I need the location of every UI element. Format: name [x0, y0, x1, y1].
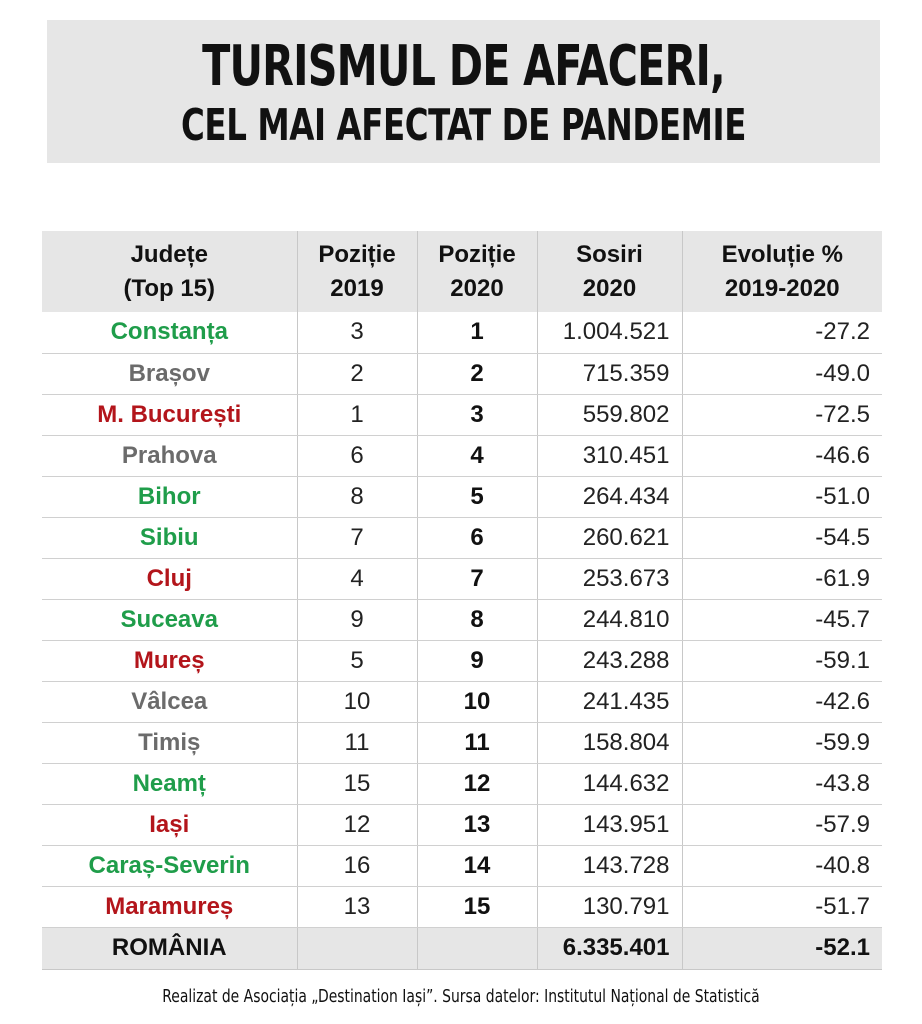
pozitie-2020: 9: [417, 640, 537, 681]
pozitie-2020: 10: [417, 681, 537, 722]
title-banner: [47, 20, 880, 163]
header-pozitie-2019-line1: Poziție: [318, 240, 396, 268]
page-title: TURISMUL DE AFACERI,: [202, 34, 725, 99]
sosiri-2020: 559.802: [537, 394, 682, 435]
pozitie-2019: 5: [297, 640, 417, 681]
table-row: [42, 722, 882, 763]
pozitie-2020: 5: [417, 476, 537, 517]
header-sosiri-2020: [537, 231, 682, 312]
pozitie-2019: 9: [297, 599, 417, 640]
sosiri-2020: 715.359: [537, 353, 682, 394]
evolutie-percent: -43.8: [682, 763, 882, 804]
pozitie-2020: 2: [417, 353, 537, 394]
header-evolutie: [682, 231, 882, 312]
sosiri-2020: 253.673: [537, 558, 682, 599]
header-evolutie-line2: 2019-2020: [724, 274, 840, 302]
evolutie-percent: -51.7: [682, 886, 882, 927]
table-row: [42, 394, 882, 435]
evolutie-percent: -72.5: [682, 394, 882, 435]
pozitie-2019: 13: [297, 886, 417, 927]
county-name: Iași: [42, 804, 297, 845]
table-row: [42, 312, 882, 353]
sosiri-2020: 310.451: [537, 435, 682, 476]
county-name: Timiș: [42, 722, 297, 763]
county-name: Maramureș: [42, 886, 297, 927]
county-name: Cluj: [42, 558, 297, 599]
evolutie-percent: -51.0: [682, 476, 882, 517]
pozitie-2020: 1: [417, 312, 537, 353]
header-evolutie-line1: Evoluție %: [721, 240, 843, 268]
table-row: [42, 640, 882, 681]
table-body: [42, 312, 882, 927]
header-pozitie-2019-line2: 2019: [330, 274, 384, 302]
pozitie-2019: 4: [297, 558, 417, 599]
sosiri-2020: 241.435: [537, 681, 682, 722]
total-pozitie-2020: [417, 927, 537, 969]
table-row: [42, 517, 882, 558]
sosiri-2020: 143.951: [537, 804, 682, 845]
pozitie-2020: 14: [417, 845, 537, 886]
sosiri-2020: 260.621: [537, 517, 682, 558]
pozitie-2020: 3: [417, 394, 537, 435]
sosiri-2020: 244.810: [537, 599, 682, 640]
evolutie-percent: -46.6: [682, 435, 882, 476]
pozitie-2019: 15: [297, 763, 417, 804]
tourism-table: [42, 231, 882, 970]
header-judete-line2: (Top 15): [123, 274, 216, 302]
pozitie-2020: 12: [417, 763, 537, 804]
header-sosiri-line2: 2020: [582, 274, 637, 302]
sosiri-2020: 243.288: [537, 640, 682, 681]
header-pozitie-2020: [417, 231, 537, 312]
page-subtitle: CEL MAI AFECTAT DE PANDEMIE: [181, 100, 746, 151]
pozitie-2019: 11: [297, 722, 417, 763]
pozitie-2020: 7: [417, 558, 537, 599]
pozitie-2019: 10: [297, 681, 417, 722]
pozitie-2020: 6: [417, 517, 537, 558]
evolutie-percent: -61.9: [682, 558, 882, 599]
table-row: [42, 845, 882, 886]
table-row: [42, 886, 882, 927]
header-sosiri-line1: Sosiri: [576, 240, 643, 268]
evolutie-percent: -54.5: [682, 517, 882, 558]
pozitie-2019: 7: [297, 517, 417, 558]
evolutie-percent: -45.7: [682, 599, 882, 640]
table-row: [42, 558, 882, 599]
sosiri-2020: 143.728: [537, 845, 682, 886]
evolutie-percent: -49.0: [682, 353, 882, 394]
total-evolutie: -52.1: [682, 927, 882, 969]
table-row: [42, 763, 882, 804]
table-row: [42, 353, 882, 394]
header-pozitie-2020-line1: Poziție: [438, 240, 516, 268]
sosiri-2020: 144.632: [537, 763, 682, 804]
county-name: Sibiu: [42, 517, 297, 558]
pozitie-2019: 3: [297, 312, 417, 353]
pozitie-2019: 1: [297, 394, 417, 435]
total-pozitie-2019: [297, 927, 417, 969]
evolutie-percent: -57.9: [682, 804, 882, 845]
evolutie-percent: -59.9: [682, 722, 882, 763]
evolutie-percent: -40.8: [682, 845, 882, 886]
pozitie-2020: 4: [417, 435, 537, 476]
evolutie-percent: -59.1: [682, 640, 882, 681]
total-label: ROMÂNIA: [42, 927, 297, 969]
table-header-row: [42, 231, 882, 312]
county-name: Bihor: [42, 476, 297, 517]
table-row: [42, 599, 882, 640]
pozitie-2019: 6: [297, 435, 417, 476]
county-name: Caraș-Severin: [42, 845, 297, 886]
header-pozitie-2019: [297, 231, 417, 312]
table-row: [42, 435, 882, 476]
county-name: Neamț: [42, 763, 297, 804]
header-pozitie-2020-line2: 2020: [450, 274, 504, 302]
pozitie-2020: 13: [417, 804, 537, 845]
pozitie-2019: 8: [297, 476, 417, 517]
total-row: [42, 927, 882, 969]
pozitie-2019: 2: [297, 353, 417, 394]
pozitie-2020: 8: [417, 599, 537, 640]
county-name: Constanța: [42, 312, 297, 353]
pozitie-2019: 16: [297, 845, 417, 886]
sosiri-2020: 264.434: [537, 476, 682, 517]
county-name: Mureș: [42, 640, 297, 681]
evolutie-percent: -42.6: [682, 681, 882, 722]
pozitie-2020: 15: [417, 886, 537, 927]
table-row: [42, 681, 882, 722]
county-name: Suceava: [42, 599, 297, 640]
county-name: Vâlcea: [42, 681, 297, 722]
source-footer: Realizat de Asociația „Destination Iași”. Sursa datelor: Institutul Național de Statistică: [162, 986, 760, 1007]
county-name: M. București: [42, 394, 297, 435]
sosiri-2020: 1.004.521: [537, 312, 682, 353]
table-row: [42, 804, 882, 845]
table-row: [42, 476, 882, 517]
sosiri-2020: 130.791: [537, 886, 682, 927]
county-name: Brașov: [42, 353, 297, 394]
total-sosiri: 6.335.401: [537, 927, 682, 969]
county-name: Prahova: [42, 435, 297, 476]
pozitie-2019: 12: [297, 804, 417, 845]
header-judete: [42, 231, 297, 312]
evolutie-percent: -27.2: [682, 312, 882, 353]
pozitie-2020: 11: [417, 722, 537, 763]
sosiri-2020: 158.804: [537, 722, 682, 763]
header-judete-line1: Județe: [130, 240, 208, 268]
